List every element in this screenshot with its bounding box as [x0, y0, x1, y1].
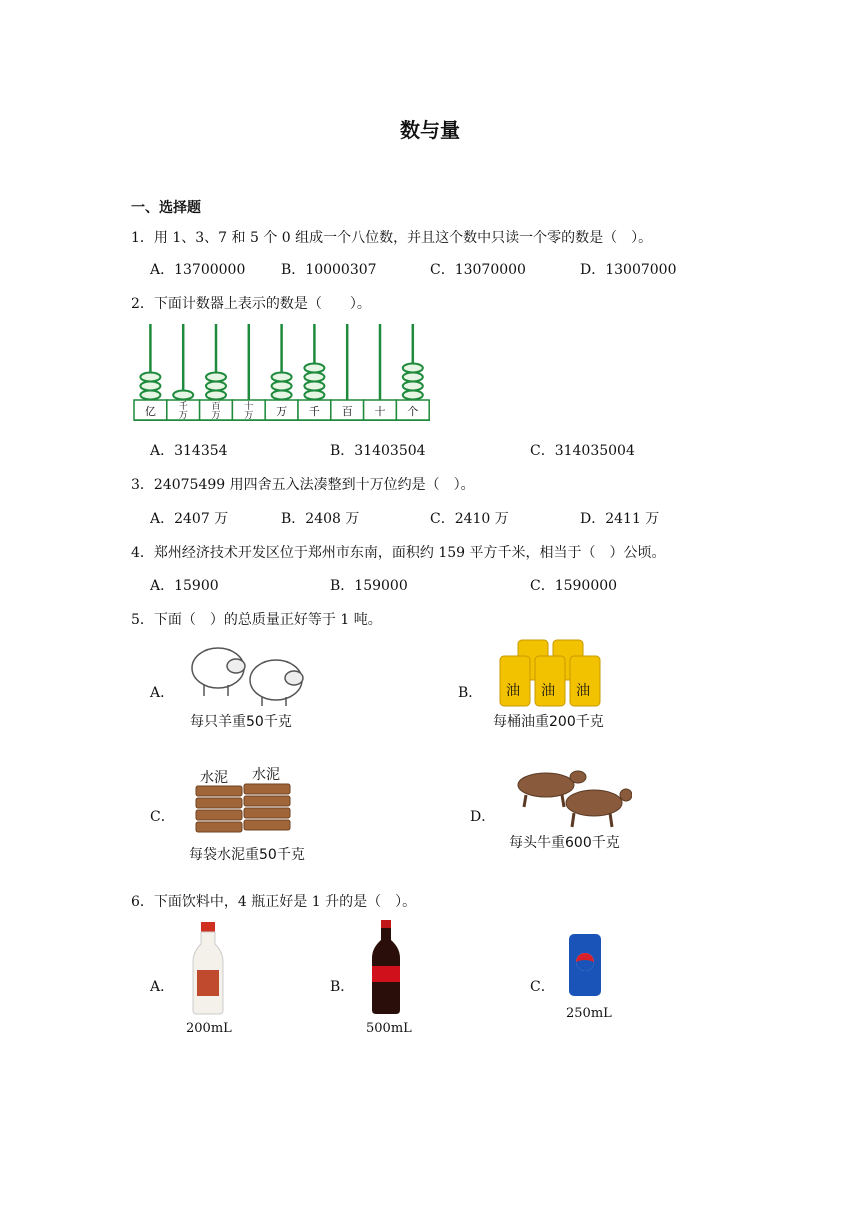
q4-option-c[interactable]: C．1590000 [530, 578, 618, 594]
abacus-bead [403, 373, 423, 382]
abacus-place-label: 十 [374, 405, 386, 418]
abacus-bead [206, 382, 226, 391]
q2-option-c[interactable]: C．314035004 [530, 443, 635, 459]
q6-caption-b: 500mL [366, 1021, 412, 1036]
q6-caption-a: 200mL [186, 1021, 232, 1036]
q5-option-b[interactable]: B． [458, 685, 483, 701]
page-title: 数与量 [400, 118, 460, 142]
q6-option-c[interactable]: C． [530, 979, 555, 995]
question-1-text: 1．用 1、3、7 和 5 个 0 组成一个八位数，并且这个数中只读一个零的数是（ ）。 [131, 230, 653, 246]
abacus-bead [272, 382, 292, 391]
milk-bottle-picture [190, 920, 226, 1016]
q1-option-d[interactable]: D．13007000 [580, 262, 677, 278]
abacus-place-label: 亿 [144, 405, 156, 418]
abacus-place-label: 万 [276, 405, 288, 418]
cola-bottle-picture [368, 918, 404, 1016]
q6-option-b[interactable]: B． [330, 979, 355, 995]
q2-option-b[interactable]: B．31403504 [330, 443, 426, 459]
q6-caption-c: 250mL [566, 1006, 612, 1021]
q1-option-a[interactable]: A．13700000 [150, 262, 246, 278]
cement-bags-picture [194, 782, 294, 842]
sheep-icon [192, 648, 245, 696]
oil-barrel-label: 油 [576, 683, 590, 699]
abacus-bead [304, 391, 324, 400]
pepsi-can-icon [569, 934, 601, 996]
q5-option-d[interactable]: D． [470, 809, 496, 825]
abacus-place-label: 万 [178, 411, 188, 421]
q5-caption-d: 每头牛重600千克 [509, 835, 620, 851]
sheep-picture [190, 640, 310, 710]
abacus-bead [140, 373, 160, 382]
q6-option-a[interactable]: A． [150, 979, 175, 995]
abacus-bead [272, 373, 292, 382]
abacus-place-label: 个 [407, 405, 419, 418]
q4-option-b[interactable]: B．159000 [330, 578, 408, 594]
abacus-bead [206, 391, 226, 400]
q5-option-c[interactable]: C． [150, 809, 175, 825]
q2-option-a[interactable]: A．314354 [150, 443, 228, 459]
abacus-bead [140, 382, 160, 391]
abacus-bead [403, 364, 423, 373]
abacus-bead [403, 382, 423, 391]
abacus-place-label: 百 [211, 402, 221, 412]
question-2-text: 2．下面计数器上表示的数是（ ）。 [131, 296, 371, 312]
question-3-text: 3．24075499 用四舍五入法凑整到十万位约是（ ）。 [131, 477, 475, 493]
q1-option-b[interactable]: B．10000307 [281, 262, 377, 278]
q5-caption-a: 每只羊重50千克 [190, 714, 292, 730]
cement-label: 水泥 [200, 770, 228, 786]
q3-option-a[interactable]: A．2407 万 [150, 511, 229, 527]
abacus-figure [132, 322, 432, 422]
pepsi-can-picture [566, 932, 604, 998]
abacus-bead [140, 391, 160, 400]
question-6-text: 6．下面饮料中，4 瓶正好是 1 升的是（ ）。 [131, 894, 417, 910]
q3-option-c[interactable]: C．2410 万 [430, 511, 509, 527]
q3-option-b[interactable]: B．2408 万 [281, 511, 360, 527]
abacus-place-label: 万 [211, 411, 221, 421]
q3-option-d[interactable]: D．2411 万 [580, 511, 660, 527]
oil-barrel-label: 油 [541, 683, 555, 699]
abacus-bead [304, 382, 324, 391]
q4-option-a[interactable]: A．15900 [150, 578, 219, 594]
abacus-place-label: 万 [244, 411, 254, 421]
abacus-place-label: 百 [341, 405, 353, 418]
abacus-bead [206, 373, 226, 382]
abacus-bead [272, 391, 292, 400]
question-4-text: 4．郑州经济技术开发区位于郑州市东南，面积约 159 平方千米，相当于（ ）公顷。 [131, 545, 666, 561]
cement-label: 水泥 [252, 767, 280, 783]
q5-caption-c: 每袋水泥重50千克 [189, 847, 305, 863]
q5-caption-b: 每桶油重200千克 [493, 714, 604, 730]
abacus-bead [304, 364, 324, 373]
q1-option-c[interactable]: C．13070000 [430, 262, 526, 278]
abacus-place-label: 千 [178, 402, 188, 412]
abacus-place-label: 十 [244, 402, 254, 412]
sheep-icon [250, 660, 303, 706]
abacus-bead [173, 391, 193, 400]
abacus-bead [403, 391, 423, 400]
cola-bottle-icon [372, 920, 400, 1014]
milk-bottle-icon [193, 922, 223, 1014]
question-5-text: 5．下面（ ）的总质量正好等于 1 吨。 [131, 612, 382, 628]
q5-option-a[interactable]: A． [150, 685, 175, 701]
abacus-bead [304, 373, 324, 382]
cows-picture [508, 765, 632, 831]
cement-bag-icon [196, 784, 290, 832]
section-heading: 一、选择题 [131, 200, 201, 216]
oil-barrel-label: 油 [506, 683, 520, 699]
cow-icon [566, 789, 632, 827]
abacus-place-label: 千 [308, 405, 320, 418]
